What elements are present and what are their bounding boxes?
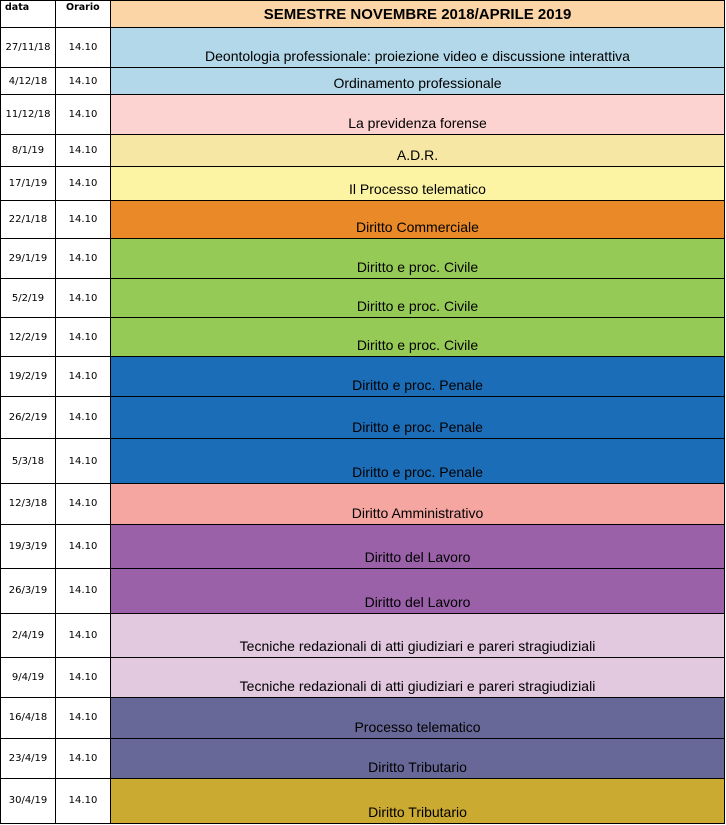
lesson-topic: Diritto del Lavoro <box>111 524 725 568</box>
lesson-date: 19/3/19 <box>1 524 56 568</box>
lesson-time: 14.10 <box>56 568 111 613</box>
lesson-time: 14.10 <box>56 397 111 439</box>
lesson-topic: Tecniche redazionali di atti giudiziari e pareri stragiudiziali <box>111 657 725 697</box>
lesson-topic: Diritto e proc. Civile <box>111 279 725 318</box>
lesson-topic: Deontologia professionale: proiezione video e discussione interattiva <box>111 28 725 68</box>
lesson-topic: Diritto e proc. Penale <box>111 397 725 439</box>
lesson-date: 5/3/18 <box>1 439 56 483</box>
table-row <box>1 439 725 483</box>
table-row <box>1 483 725 524</box>
table-row <box>1 201 725 239</box>
lesson-topic: Diritto del Lavoro <box>111 568 725 613</box>
lesson-date: 30/4/19 <box>1 778 56 823</box>
table-row <box>1 135 725 167</box>
lesson-date: 5/2/19 <box>1 279 56 318</box>
lesson-topic: Diritto e proc. Civile <box>111 318 725 357</box>
lesson-date: 26/2/19 <box>1 397 56 439</box>
table-row <box>1 657 725 697</box>
table-row <box>1 318 725 357</box>
table-row <box>1 738 725 778</box>
lesson-date: 4/12/18 <box>1 68 56 95</box>
table-row <box>1 397 725 439</box>
lesson-topic: Diritto Tributario <box>111 738 725 778</box>
lesson-date: 8/1/19 <box>1 135 56 167</box>
lesson-date: 12/2/19 <box>1 318 56 357</box>
lesson-time: 14.10 <box>56 135 111 167</box>
lesson-topic: Diritto Commerciale <box>111 201 725 239</box>
table-row <box>1 568 725 613</box>
lesson-time: 14.10 <box>56 68 111 95</box>
table-row <box>1 778 725 823</box>
table-row <box>1 357 725 397</box>
lesson-time: 14.10 <box>56 357 111 397</box>
lesson-topic: Diritto Amministrativo <box>111 483 725 524</box>
header-row <box>1 1 725 28</box>
lesson-time: 14.10 <box>56 483 111 524</box>
table-row <box>1 68 725 95</box>
lesson-date: 17/1/19 <box>1 167 56 201</box>
lesson-time: 14.10 <box>56 778 111 823</box>
lesson-time: 14.10 <box>56 279 111 318</box>
lesson-topic: La previdenza forense <box>111 95 725 135</box>
lesson-topic: A.D.R. <box>111 135 725 167</box>
lesson-time: 14.10 <box>56 657 111 697</box>
lesson-date: 27/11/18 <box>1 28 56 68</box>
lesson-date: 19/2/19 <box>1 357 56 397</box>
lesson-date: 23/4/19 <box>1 738 56 778</box>
lesson-date: 22/1/18 <box>1 201 56 239</box>
date-column-header: data <box>1 1 56 28</box>
table-row <box>1 28 725 68</box>
lesson-time: 14.10 <box>56 613 111 657</box>
lesson-date: 26/3/19 <box>1 568 56 613</box>
lesson-date: 16/4/18 <box>1 697 56 738</box>
table-row <box>1 613 725 657</box>
lesson-topic: Processo telematico <box>111 697 725 738</box>
lesson-time: 14.10 <box>56 95 111 135</box>
table-row <box>1 279 725 318</box>
table-row <box>1 167 725 201</box>
lesson-time: 14.10 <box>56 28 111 68</box>
lesson-time: 14.10 <box>56 439 111 483</box>
lesson-topic: Diritto e proc. Penale <box>111 357 725 397</box>
lesson-time: 14.10 <box>56 738 111 778</box>
semester-title: SEMESTRE NOVEMBRE 2018/APRILE 2019 <box>111 1 725 28</box>
lesson-time: 14.10 <box>56 167 111 201</box>
table-row <box>1 697 725 738</box>
table-row <box>1 95 725 135</box>
lesson-topic: Diritto e proc. Penale <box>111 439 725 483</box>
lesson-time: 14.10 <box>56 201 111 239</box>
time-column-header: Orario <box>56 1 111 28</box>
lesson-time: 14.10 <box>56 318 111 357</box>
table-row <box>1 239 725 279</box>
lesson-topic: Diritto e proc. Civile <box>111 239 725 279</box>
lesson-date: 9/4/19 <box>1 657 56 697</box>
lesson-topic: Il Processo telematico <box>111 167 725 201</box>
lesson-topic: Tecniche redazionali di atti giudiziari e pareri stragiudiziali <box>111 613 725 657</box>
lesson-time: 14.10 <box>56 524 111 568</box>
table-row <box>1 524 725 568</box>
lesson-time: 14.10 <box>56 697 111 738</box>
lesson-topic: Diritto Tributario <box>111 778 725 823</box>
lesson-date: 2/4/19 <box>1 613 56 657</box>
lesson-date: 29/1/19 <box>1 239 56 279</box>
lesson-topic: Ordinamento professionale <box>111 68 725 95</box>
lesson-date: 11/12/18 <box>1 95 56 135</box>
lesson-time: 14.10 <box>56 239 111 279</box>
lesson-date: 12/3/18 <box>1 483 56 524</box>
